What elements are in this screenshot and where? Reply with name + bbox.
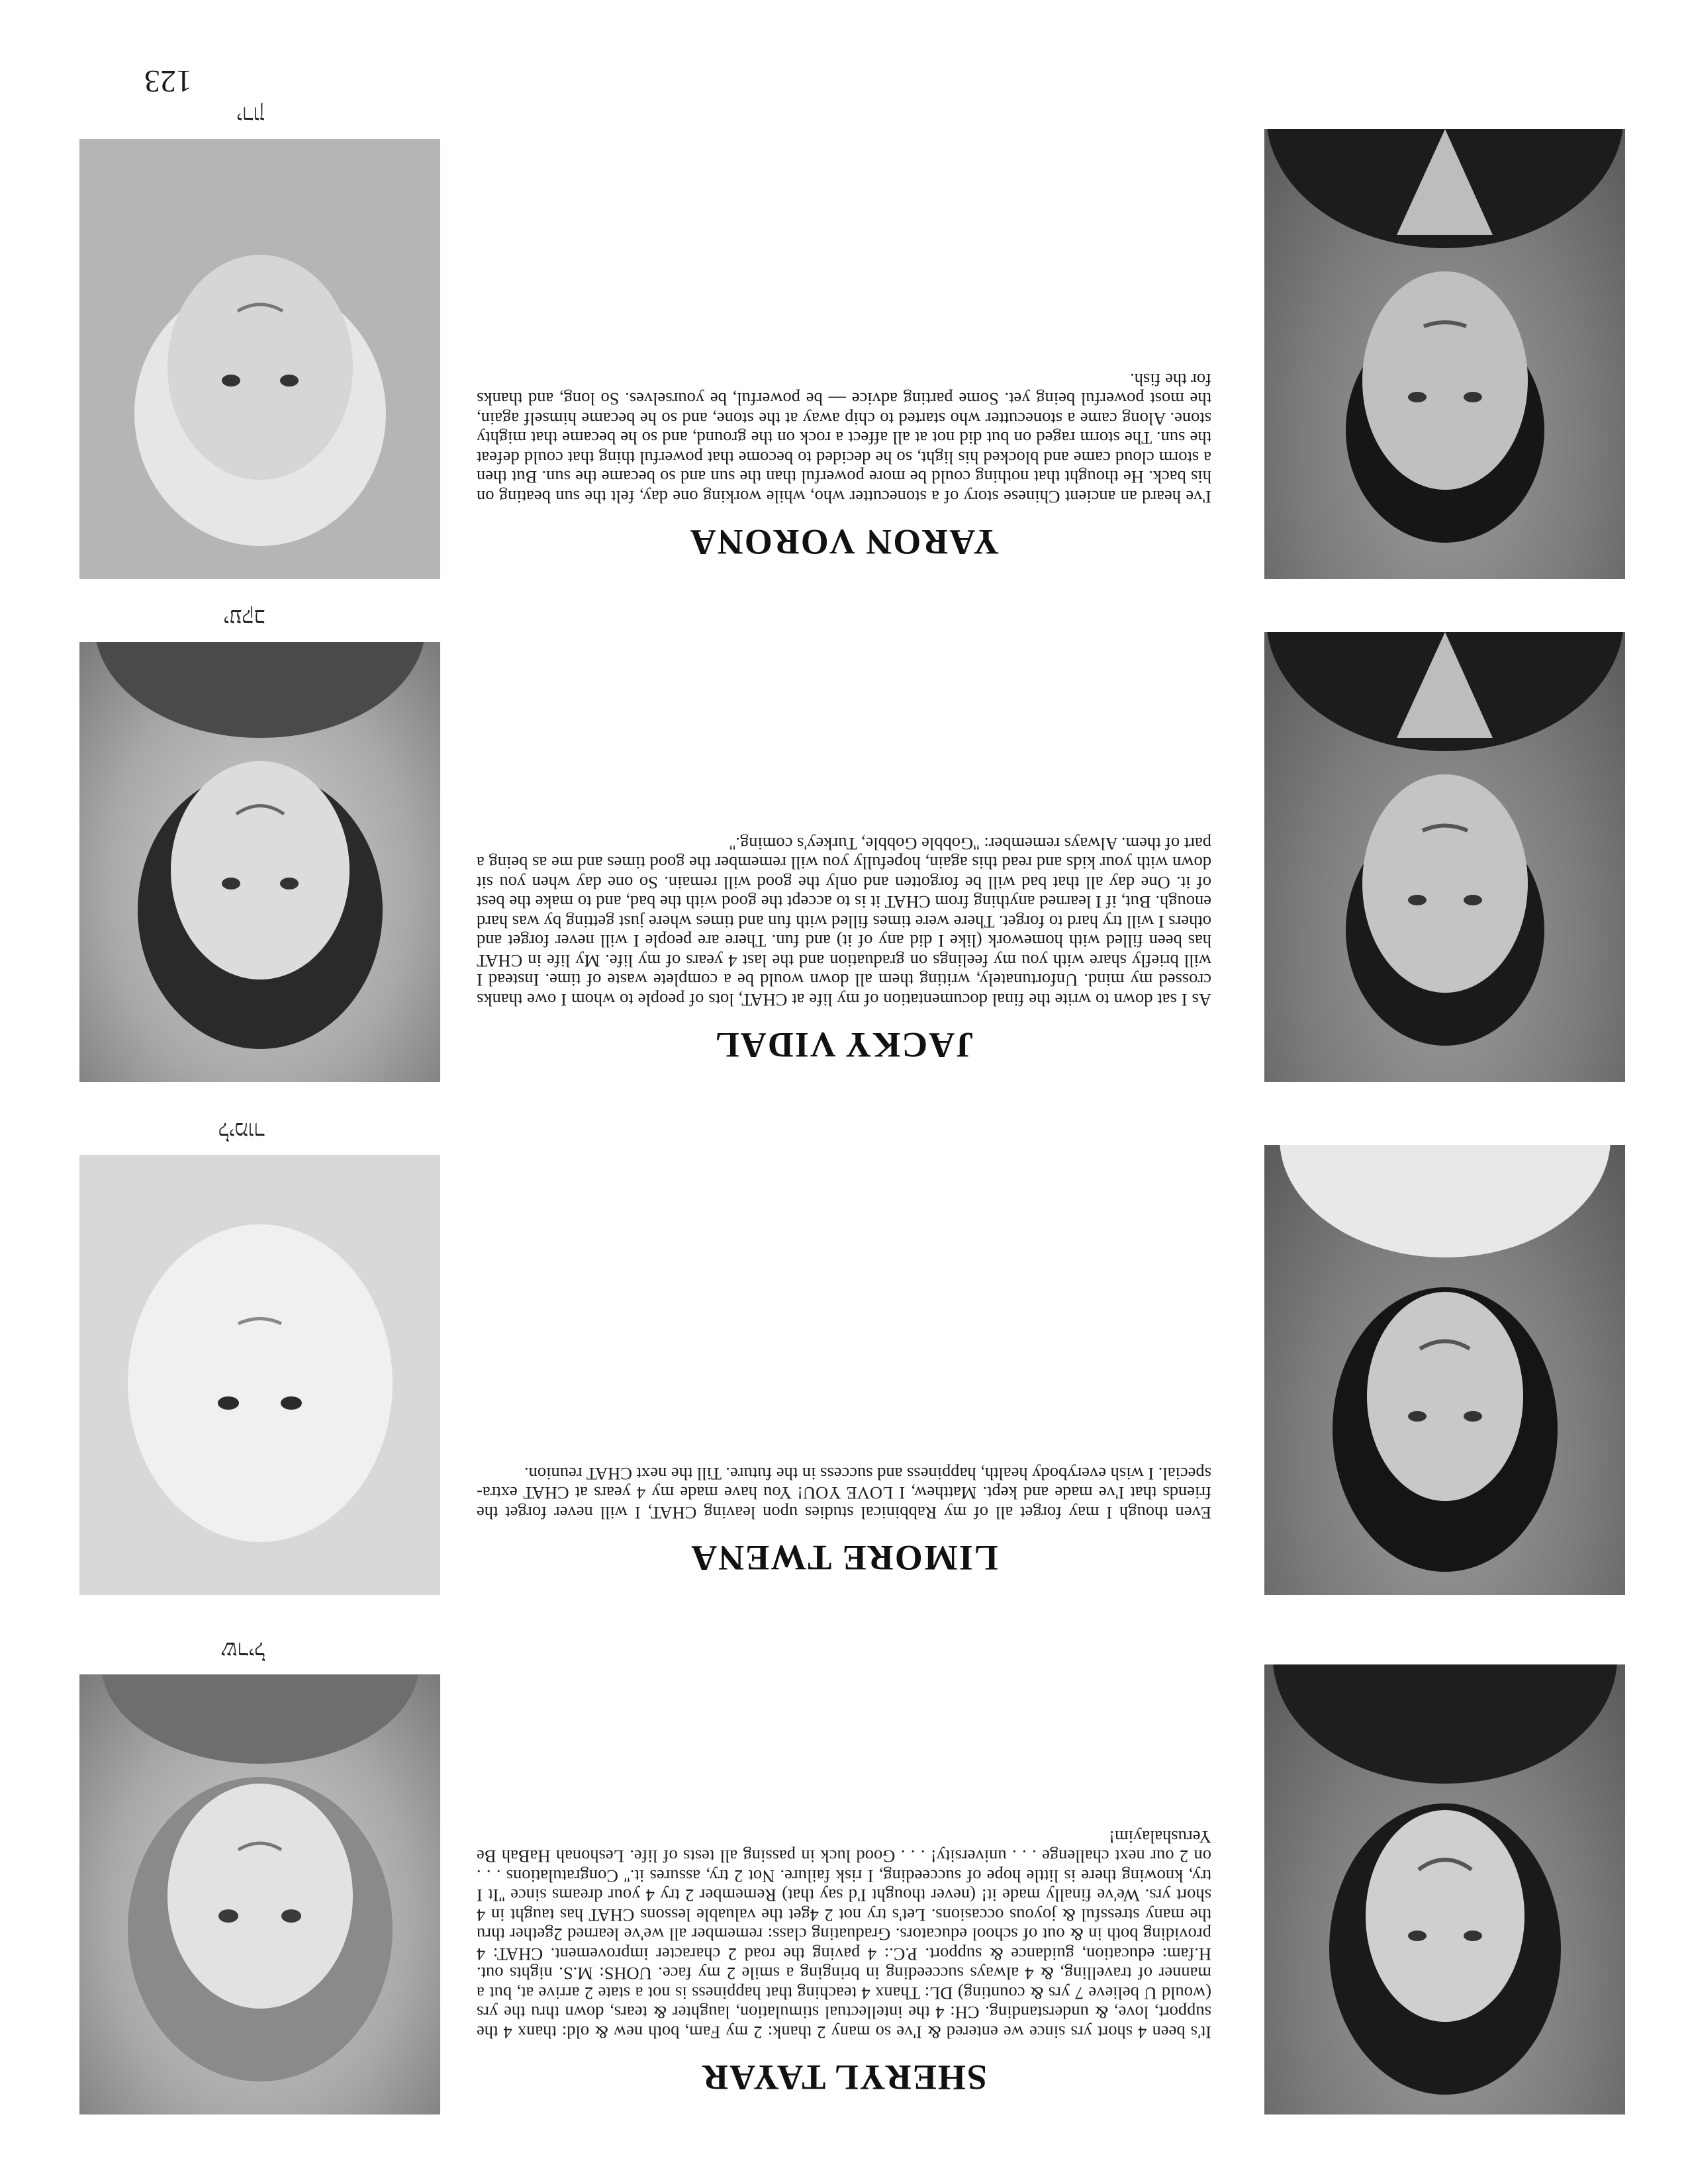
hebrew-name: ירון — [236, 101, 265, 128]
hebrew-name: יעקב — [223, 604, 265, 631]
childhood-photo — [79, 1674, 440, 2115]
senior-portrait-photo — [1264, 632, 1625, 1082]
senior-portrait-photo — [1264, 1664, 1625, 2115]
student-name: LIMORE TWENA — [690, 1538, 998, 1578]
senior-portrait-photo — [1264, 129, 1625, 579]
student-name: SHERYL TAYAR — [701, 2058, 987, 2097]
hebrew-name: שריל — [221, 1637, 265, 1663]
student-name: JACKY VIDAL — [714, 1025, 974, 1065]
student-entry — [0, 1637, 1688, 2115]
student-bio: I've heard an ancient Chinese story of a stonecutter who, while working one day, felt the sun beating on his back. He thought that nothing could be more powerful than the sun and so became the sun. But then a storm cloud came and blocked his light, so he decided to become that powerful thing that could defeat the sun. The storm raged on but did not at all affect a rock on the ground, and so he became that mighty stone. Along came a stonecutter who started to chip away at the stone, and so he became himself again, the most powerful being yet. Some parting advice — be powerful, be yourselves. So long, and thanks for the fish. — [477, 370, 1211, 507]
student-entry — [0, 1117, 1688, 1595]
student-name: YARON VORONA — [688, 522, 1000, 562]
student-bio: As I sat down to write the final documentation of my life at CHAT, lots of people to whom I owe thanks crossed my mind. Unfortunately, writing them all down would be a complete waste of time. Instead I will briefly share with you my feelings on graduation and the last 4 years of my life. My life in CHAT has been filled with homework (like I did any of it) and fun. There are people I will never forget and others I will try hard to forget. There were times filled with fun and times where just getting by was hard enough. But, if I learned anything from CHAT it is to accept the good with the bad, and to make the best of it. One day all that bad will be forgotten and only the good will remain. So one day when you sit down with your kids and read this again, hopefully you will remember the good times and me as being a part of them. Always remember: ''Gobble Gobble, Turkey's coming.'' — [477, 834, 1211, 1010]
hebrew-name: לימור — [218, 1117, 265, 1144]
student-bio: It's been 4 short yrs since we entered & I've so many 2 thank: 2 my Fam, both new & old: thanx 4 the support, love, & understanding. CH: 4 the intellectual stimulation, laughter & tears, down thru the yrs (would U believe 7 yrs & counting) DL: Thanx 4 teaching that happiness is not a state 2 arrive at, but a manner of travelling, & 4 always succeeding in bringing a smile 2 my face. UOHS: M.S. nights out. H.fam: education, guidance & support. P.C.: 4 paving the road 2 character improvement. CHAT: 4 providing both in & out of school educators. Graduating class: remember all we've learned 2gether thru the many stressful & joyous occasions. Let's try not 2 4get the valuable lessons CHAT has taught in 4 short yrs. We've finally made it! (never thought I'd say that) Remember 2 try 4 your dreams since ''It I try, knowing there is little hope of succeeding, I risk failure. Not 2 try, assures it.'' Congratulations . . . on 2 our next challenge . . . university! . . . Good luck in passing all tests of life. Leshonah HaBah Be Yerushalayim! — [477, 1827, 1211, 2042]
page-number: 123 — [144, 64, 192, 99]
childhood-photo — [79, 139, 440, 579]
student-entry — [0, 101, 1688, 579]
student-entry — [0, 604, 1688, 1082]
childhood-photo — [79, 642, 440, 1082]
student-bio: Even though I may forget all of my Rabbinical studies upon leaving CHAT, I will never forget the friends that I've made and kept. Matthew, I LOVE YOU! You have made my 4 years at CHAT extra-special. I wish everybody health, happiness and success in the future. Till the next CHAT reunion. — [477, 1464, 1211, 1523]
childhood-photo — [79, 1155, 440, 1595]
senior-portrait-photo — [1264, 1145, 1625, 1595]
